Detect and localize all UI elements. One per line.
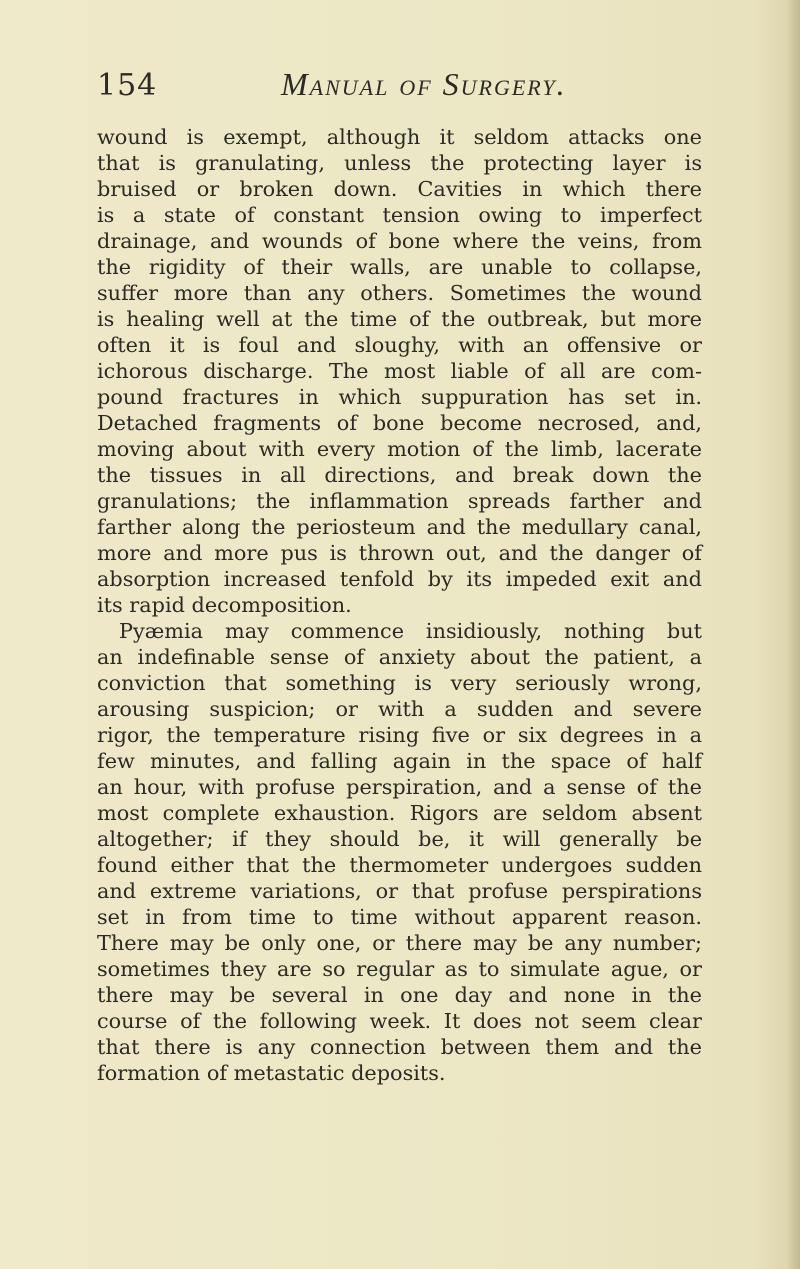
text-line: an indefinable sense of anxiety about the patient, a bbox=[97, 645, 702, 669]
text-line: suffer more than any others. Sometimes the wound bbox=[97, 281, 702, 305]
text-line: farther along the periosteum and the medullary canal, bbox=[97, 515, 702, 539]
text-line: drainage, and wounds of bone where the veins, from bbox=[97, 229, 702, 253]
text-line: Pyæmia may commence insidiously, nothing but bbox=[119, 619, 702, 643]
text-line: moving about with every motion of the limb, lacerate bbox=[97, 437, 702, 461]
text-line: an hour, with profuse perspiration, and a sense of the bbox=[97, 775, 702, 799]
text-line: granulations; the inflammation spreads farther and bbox=[97, 489, 702, 513]
text-line: its rapid decomposition. bbox=[97, 593, 352, 617]
text-line: found either that the thermometer undergoes sudden bbox=[97, 853, 702, 877]
text-line: is a state of constant tension owing to imperfect bbox=[97, 203, 702, 227]
text-line: There may be only one, or there may be any number; bbox=[97, 931, 702, 955]
text-line: ichorous discharge. The most liable of all are com- bbox=[97, 359, 702, 383]
body-text bbox=[97, 124, 702, 1086]
text-line: rigor, the temperature rising five or six degrees in a bbox=[97, 723, 702, 747]
text-line: there may be several in one day and none in the bbox=[97, 983, 702, 1007]
text-line: few minutes, and falling again in the space of half bbox=[97, 749, 702, 773]
text-line: most complete exhaustion. Rigors are seldom absent bbox=[97, 801, 702, 825]
text-line: that is granulating, unless the protecting layer is bbox=[97, 151, 702, 175]
page-header bbox=[97, 66, 697, 116]
text-line: the rigidity of their walls, are unable to collapse, bbox=[97, 255, 702, 279]
text-line: wound is exempt, although it seldom attacks one bbox=[97, 125, 702, 149]
text-line: altogether; if they should be, it will generally be bbox=[97, 827, 702, 851]
page-edge-shadow bbox=[786, 0, 800, 1269]
text-line: often it is foul and sloughy, with an offensive or bbox=[97, 333, 702, 357]
text-line: and extreme variations, or that profuse perspirations bbox=[97, 879, 702, 903]
paragraph bbox=[97, 618, 702, 1086]
text-line: the tissues in all directions, and break down the bbox=[97, 463, 702, 487]
text-line: sometimes they are so regular as to simulate ague, or bbox=[97, 957, 702, 981]
page-number: 154 bbox=[97, 68, 158, 103]
text-line: set in from time to time without apparent reason. bbox=[97, 905, 702, 929]
text-line: conviction that something is very seriously wrong, bbox=[97, 671, 702, 695]
text-line: bruised or broken down. Cavities in which there bbox=[97, 177, 702, 201]
text-line: more and more pus is thrown out, and the danger of bbox=[97, 541, 702, 565]
paragraph bbox=[97, 124, 702, 618]
text-line: that there is any connection between them and the bbox=[97, 1035, 702, 1059]
running-head: Manual of Surgery. bbox=[281, 66, 567, 102]
text-line: pound fractures in which suppuration has set in. bbox=[97, 385, 702, 409]
text-line: arousing suspicion; or with a sudden and severe bbox=[97, 697, 702, 721]
text-line: is healing well at the time of the outbreak, but more bbox=[97, 307, 702, 331]
text-line: absorption increased tenfold by its impeded exit and bbox=[97, 567, 702, 591]
text-line: Detached fragments of bone become necrosed, and, bbox=[97, 411, 702, 435]
text-line: course of the following week. It does not seem clear bbox=[97, 1009, 702, 1033]
text-line: formation of metastatic deposits. bbox=[97, 1061, 446, 1085]
